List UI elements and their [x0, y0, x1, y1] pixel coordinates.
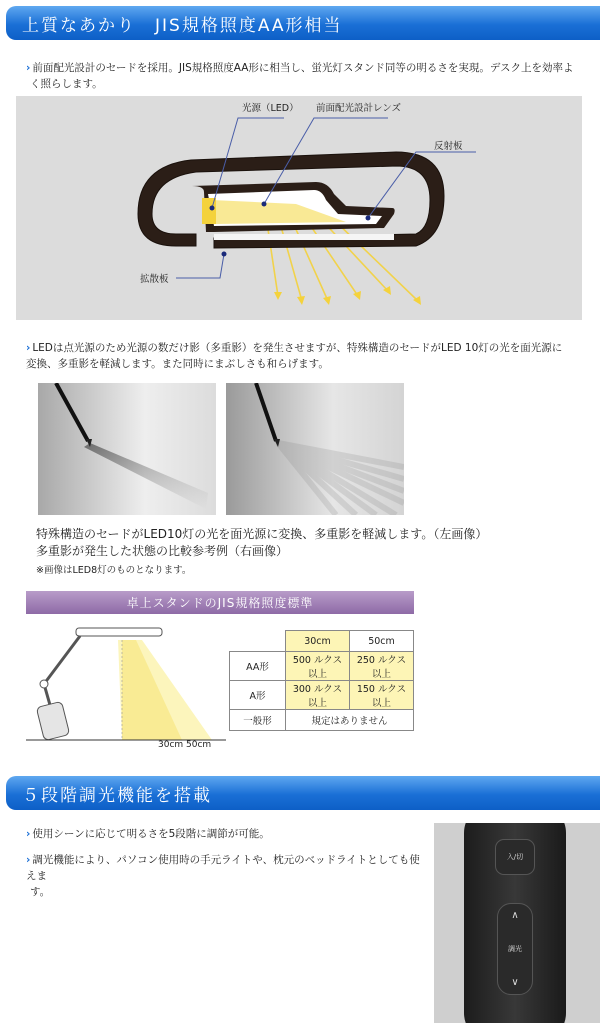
jis-standard-header: 卓上スタンドのJIS規格照度標準	[26, 591, 414, 614]
photo-caption: 特殊構造のセードがLED10灯の光を面光源に変換、多重影を軽減します。（左画像） 多重影が発生した状態の比較参考例（右画像）	[36, 527, 488, 558]
bullet-arrow-icon: ›	[26, 62, 31, 74]
row-label: A形	[230, 681, 286, 710]
desk-lamp-illustration	[26, 622, 226, 752]
control-panel-photo	[434, 823, 600, 1023]
row-label: AA形	[230, 652, 286, 681]
section-header-quality-light	[6, 6, 600, 40]
control-panel-body	[464, 823, 566, 1023]
dimmer-button	[497, 903, 533, 995]
dimming-paragraph-2: › 調光機能により、パソコン使用時の手元ライトや、枕元のベッドライトとしても使えま す。	[26, 854, 420, 898]
pen-multi-shadow-svg	[226, 383, 404, 515]
cell-merged: 規定はありません	[286, 710, 414, 731]
bullet-arrow-icon: ›	[26, 828, 31, 840]
chevron-up-icon: ∧	[511, 910, 519, 921]
table-head-50: 50cm	[350, 631, 414, 652]
intro-paragraph: › 前面配光設計のセードを採用。JIS規格照度AA形に相当し、蛍光灯スタンド同等の明るさを実現。デスク上を効率よ く照らします。	[26, 62, 574, 90]
section-header-dimming	[6, 776, 600, 810]
cell-30: 300 ルクス以上	[286, 681, 350, 710]
cell-30: 500 ルクス以上	[286, 652, 350, 681]
label-diffuser: 拡散板	[140, 274, 169, 285]
lamp-cross-section-svg	[16, 96, 582, 320]
bullet-arrow-icon: ›	[26, 342, 31, 354]
label-led: 光源（LED）	[242, 103, 299, 114]
power-button: 入/切	[495, 839, 535, 875]
cell-50: 250 ルクス以上	[350, 652, 414, 681]
row-label: 一般形	[230, 710, 286, 731]
dist-label-30: 30cm	[158, 740, 184, 750]
bullet-arrow-icon: ›	[26, 854, 31, 866]
section-title: ５段階調光機能を搭載	[22, 785, 212, 806]
photo-single-shadow	[38, 383, 216, 515]
table-head-30: 30cm	[286, 631, 350, 652]
photo-note: ※画像はLED8灯のものとなります。	[36, 565, 192, 576]
dist-label-50: 50cm	[186, 740, 212, 750]
shadow-paragraph: › LEDは点光源のため光源の数だけ影（多重影）を発生させますが、特殊構造のセードがLED 10灯の光を面光源に 変換、多重影を軽減します。また同時にまぶしさも和らげます。	[26, 342, 563, 370]
table-row	[230, 652, 414, 681]
pen-single-shadow-svg	[38, 383, 216, 515]
table-header-row	[230, 631, 414, 652]
table-corner	[230, 631, 286, 652]
label-reflector: 反射板	[434, 141, 463, 152]
dimming-paragraph-1: › 使用シーンに応じて明るさを5段階に調節が可能。	[26, 828, 270, 840]
label-lens: 前面配光設計レンズ	[316, 103, 401, 114]
desk-lamp-svg	[26, 622, 226, 752]
table-row	[230, 710, 414, 731]
chevron-down-icon: ∨	[511, 977, 519, 988]
photo-multi-shadow	[226, 383, 404, 515]
jis-illuminance-table	[229, 630, 414, 731]
lamp-cross-section-diagram	[16, 96, 582, 320]
table-row	[230, 681, 414, 710]
section-title: 上質なあかり JIS規格照度AA形相当	[22, 15, 343, 36]
dimmer-label: 調光	[508, 945, 522, 953]
cell-50: 150 ルクス以上	[350, 681, 414, 710]
